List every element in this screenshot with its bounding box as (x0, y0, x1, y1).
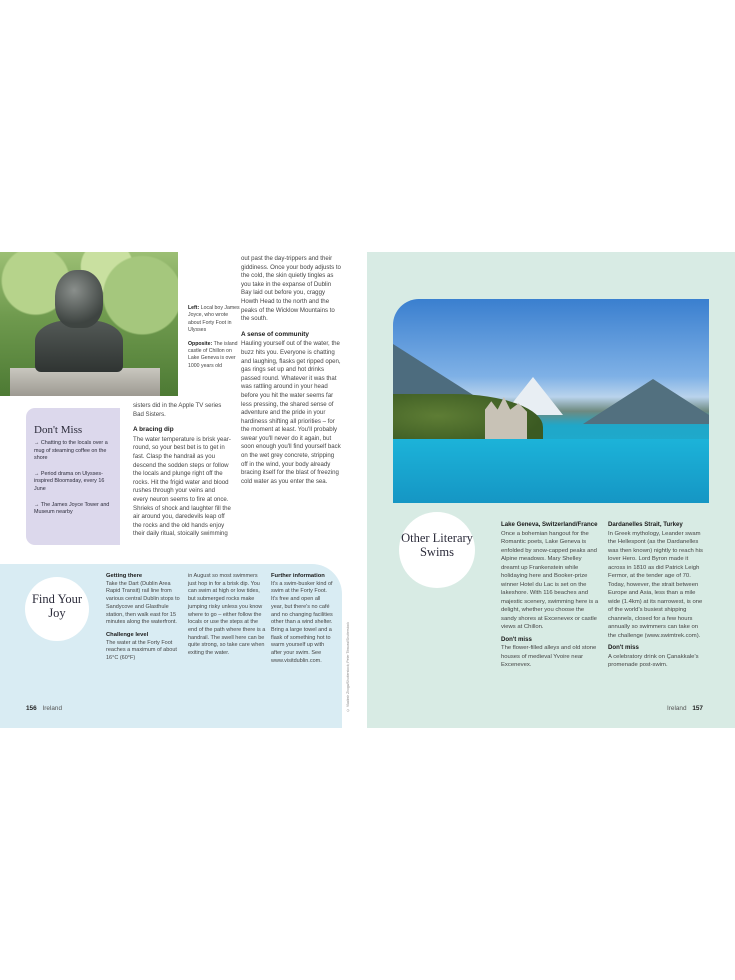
photo-credit: © Vladimir Zhoga/Shutterstock; Peter Titmuss/Shutterstock (346, 622, 350, 712)
other-literary-swims-title: Other Literary Swims (401, 531, 473, 559)
caption-opposite-text: The island castle of Chillon on Lake Geneva is over 1000 years old (188, 340, 238, 369)
dont-miss-title: Don't Miss (34, 424, 83, 436)
column-a-intro: sisters did in the Apple TV series Bad Sisters. (133, 402, 222, 418)
lake-geneva-dont-miss-heading: Don't miss (501, 635, 532, 643)
page-number-right: 157 (692, 705, 703, 712)
getting-there-heading: Getting there (106, 573, 143, 579)
lake-geneva-heading: Lake Geneva, Switzerland/France (501, 521, 598, 528)
dardanelles-column (608, 521, 706, 674)
dardanelles-heading: Dardanelles Strait, Turkey (608, 521, 683, 528)
challenge-heading: Challenge level (106, 631, 149, 638)
photo-caption (188, 305, 240, 370)
body-column-b (241, 255, 341, 486)
joy-column-3 (271, 573, 333, 670)
joy-column-2-text: in August so most swimmers just hop in for a brisk dip. You can swim at high or low tides, but submerged rocks make jumping risky unless you know where to go – either follow the locals or use the steps at the end of the path where there is a handrail. The swell here can be quite strong, so take care when exiting the water. (188, 573, 266, 657)
joy-column-1 (106, 573, 180, 668)
getting-there-text: Take the Dart (Dublin Area Rapid Transit) rail line from various central Dublin stops to Sandycove and Glasthule station, then walk east for 15 minutes along the waterfront. (106, 580, 180, 626)
dardanelles-dont-miss-heading: Don't miss (608, 644, 639, 651)
further-info-heading: Further information (271, 573, 325, 579)
column-b-intro: out past the day-trippers and their giddiness. Once your body adjusts to the cold, the skin quietly tingles as you take in the expanse of Dublin Bay laid out before you, craggy Howth Head to the north and the peaks of the Wicklow Mountains to the south. (241, 255, 341, 323)
challenge-text: The water at the Forty Foot reaches a maximum of about 16°C (60°F) (106, 639, 177, 662)
joy-column-2 (188, 573, 266, 663)
caption-opposite-label: Opposite: (188, 340, 213, 347)
dont-miss-item: → Period drama on Ulysses-inspired Bloomsday, every 16 June (34, 470, 105, 492)
lake-geneva-chillon-photo (393, 299, 709, 503)
lake-geneva-column (501, 521, 599, 674)
dont-miss-item: → The James Joyce Tower and Museum nearby (34, 501, 110, 516)
dardanelles-text: In Greek mythology, Leander swam the Hellespont (as the Dardanelles was then known) nightly to reach his lover Hero. Lord Byron made it across in 1810 as did Patrick Leigh Fermor, at the tender age of 70. Today, however, the strait between Europe and Asia, less than a mile wide (1.4km) at its narrowest, is one of the world's busiest shipping channels, closed for a few hours annually so swimmers can take on the challenge (www.swimtrek.com). (608, 530, 703, 639)
arrow-icon: → (34, 440, 40, 446)
section-name-left: Ireland (42, 705, 62, 712)
find-your-joy-panel (0, 564, 342, 728)
caption-left-text: Local boy James Joyce, who wrote about Forty Foot in Ulysses (188, 305, 240, 334)
arrow-icon: → (34, 501, 40, 508)
dont-miss-item: → Chatting to the locals over a mug of steaming coffee on the shore (34, 440, 108, 462)
page-number-left: 156 (26, 705, 37, 712)
bracing-dip-text: The water temperature is brisk year-round, so your best bet is to get in fast. Clasp the handrail as you descend the sodden steps or follow the locals and plunge right off the rocks. Hit the frigid water and blood rushes through your veins and every neuron seems to fire at once. Shrieks of shock and laughter fill the air around you, daredevils leap off the rocks and the old hands enjoy their daily ritual, stoically swimming (133, 435, 231, 538)
folio-left (26, 705, 62, 712)
arrow-icon: → (34, 470, 40, 477)
community-heading: A sense of community (241, 330, 309, 338)
bracing-dip-heading: A bracing dip (133, 426, 174, 434)
section-name-right: Ireland (667, 705, 687, 712)
folio-right (667, 705, 703, 712)
further-info-text: It's a swim-busker kind of swim at the Forty Foot. It's free and open all year, but there's no café and no changing facilities other than a wind shelter. Bring a large towel and a flask of something hot to warm yourself up with after your swim. See www.visitdublin.com. (271, 580, 333, 664)
find-your-joy-title: Find Your Joy (31, 592, 83, 620)
james-joyce-bust-photo (0, 252, 178, 396)
lake-geneva-dont-miss-text: The flower-filled alleys and old stone houses of medieval Yvoire near Excenevex. (501, 645, 597, 668)
dardanelles-dont-miss-text: A celebratory drink on Çanakkale's promenade post-swim. (608, 653, 699, 668)
lake-geneva-text: Once a bohemian hangout for the Romantic poets, Lake Geneva is enfolded by snow-capped peaks and Alpine meadows. Mary Shelley dreamt up Frankenstein while holidaying here and Booker-prize winner Hotel du Lac is set on the lakeshore. With 116 beaches and majestic scenery, swimming here is a delight, whether you choose the sandy shores at Excenevex or castle views at Chillon. (501, 530, 599, 630)
community-text: Hauling yourself out of the water, the buzz hits you. Everyone is chatting and laughing, flasks get ripped open, gas rings set up and hot drinks passed round. Whatever it was that was rattling around in your head before you hit the water seems far less pressing, the shared sense of adventure and the pride in your hardiness shifting all priorities – for the moment at least. You'll probably swear you'll never do it again, but soon enough you'll find yourself back on the wet grey concrete, stripping off in the wind, your body already bracing itself for the blast of freezing cold water as you enter the sea. (241, 340, 341, 485)
dont-miss-panel (26, 408, 120, 545)
left-page (0, 252, 367, 728)
body-column-a (133, 402, 231, 539)
caption-left-label: Left: (188, 305, 200, 311)
